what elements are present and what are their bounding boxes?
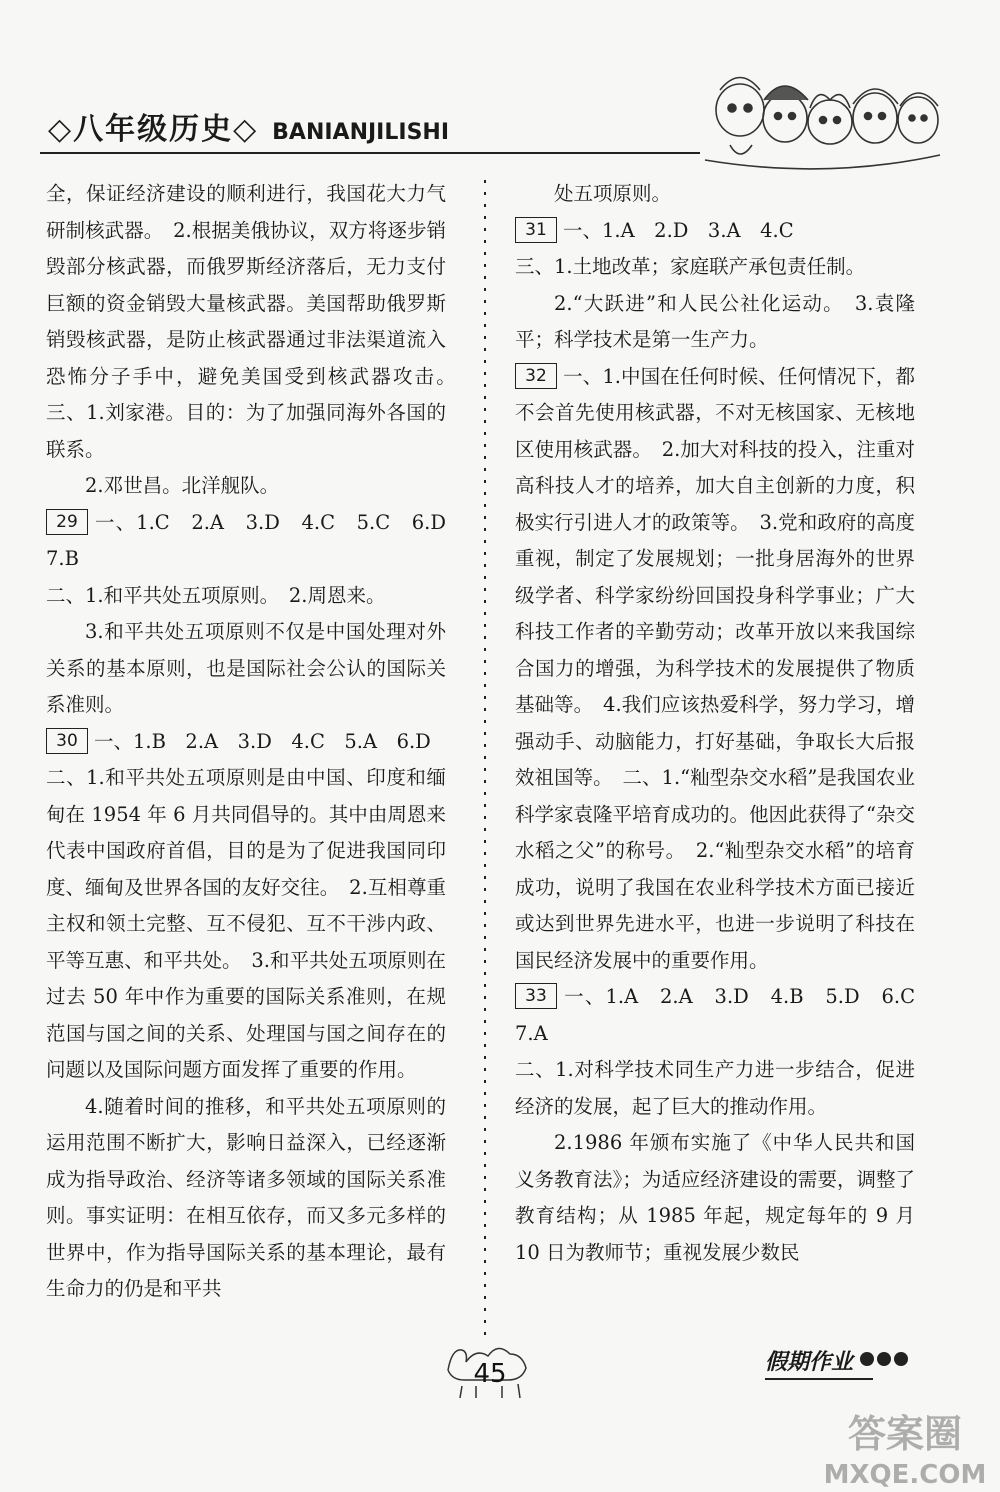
page-badge: 32 xyxy=(515,363,557,389)
mascot-illustration xyxy=(700,60,945,175)
answer-text: 一、1.A 2.A 3.D 4.B 5.D 6.C 7.A xyxy=(515,985,935,1045)
header-title: ◇八年级历史◇ BANIANJILISHI xyxy=(48,112,450,147)
answer-text: 全，保证经济建设的顺利进行，我国花大力气研制核武器。 2.根据美俄协议，双方将逐步销毁部分核武器，而俄罗斯经济落后，无力支付巨额的资金销毁大量核武器。美国帮助俄罗斯销毁核武器，是防止核武器通过非法渠道流入恐怖分子手中，避免美国受到核武器攻击。 三、1.刘家港。目的：为了加强同海外各国的联系。 xyxy=(46,182,466,461)
header-rule xyxy=(40,152,700,154)
answer-text: 二、1.和平共处五项原则。 2.周恩来。 xyxy=(46,583,386,607)
watermark-text: 答案圈 xyxy=(847,1412,963,1456)
answer-text: 2.“大跃进”和人民公社化运动。 3.袁隆平；科学技术是第一生产力。 xyxy=(515,291,915,351)
answer-text: 二、1.和平共处五项原则是由中国、印度和缅甸在 1954 年 6 月共同倡导的。其中由周恩来代表中国政府首倡，目的是为了促进我国同印度、缅甸及世界各国的友好交往。 2.互相尊重主权和领土完整、互不侵犯、互不干涉内政、平等互惠、和平共处。 3.和平共处五项原则在过去 50 年中作为重要的国际关系准则，在规范国与国之间的关系、处理国与国之间存在的问题以及国际问题方面发挥了重要的作用。 xyxy=(46,766,446,1081)
answer-section-30 xyxy=(46,724,446,1308)
left-column xyxy=(46,176,466,1308)
page-badge: 30 xyxy=(46,728,88,754)
page-badge: 29 xyxy=(46,509,88,535)
header-pinyin: BANIANJILISHI xyxy=(272,120,450,145)
answer-text: 一、1.B 2.A 3.D 4.C 5.A 6.D xyxy=(94,729,431,753)
answer-text: 4.随着时间的推移，和平共处五项原则的运用范围不断扩大，影响日益深入，已经逐渐成为指导政治、经济等诸多领域的国际关系准则。事实证明：在相互依存，而又多元多样的世界中，作为指导国际关系的基本理论，最有生命力的仍是和平共 xyxy=(46,1094,446,1300)
column-divider xyxy=(482,180,488,1340)
answer-text: 三、1.土地改革；家庭联产承包责任制。 xyxy=(515,255,866,278)
answer-text: 2.邓世昌。北洋舰队。 xyxy=(85,474,280,497)
answer-section-32 xyxy=(515,359,915,980)
answer-text: 一、1.A 2.D 3.A 4.C xyxy=(563,218,794,242)
answer-text: 一、1.C 2.A 3.D 4.C 5.C 6.D 7.B xyxy=(46,510,466,570)
page-number: 45 xyxy=(473,1359,507,1389)
answer-text: 二、1.对科学技术同生产力进一步结合，促进经济的发展，起了巨大的推动作用。 xyxy=(515,1058,915,1118)
page-header xyxy=(40,96,700,156)
watermark-url: MXQE.COM xyxy=(823,1460,987,1490)
answer-text: 处五项原则。 xyxy=(554,182,672,205)
footer-label: 假期作业 xyxy=(765,1350,854,1375)
page-badge: 31 xyxy=(515,217,557,243)
footer-dots xyxy=(860,1351,911,1370)
answer-text: 一、1.中国在任何时候、任何情况下，都不会首先使用核武器，不对无核国家、无核地区使用核武器。 2.加大对科技的投入，注重对高科技人才的培养，加大自主创新的力度，积极实行引进人才的政策等。 3.党和政府的高度重视，制定了发展规划；一批身居海外的世界级学者、科学家纷纷回国投身科学事业；广大科技工作者的辛勤劳动；改革开放以来我国综合国力的增强，为科学技术的发展提供了物质基础等。 4.我们应该热爱科学，努力学习，增强动手、动脑能力，打好基础，争取长大后报效祖国等。 二、1.“籼型杂交水稻”是我国农业科学家袁隆平培育成功的。他因此获得了“杂交水稻之父”的称号。 2.“籼型杂交水稻”的培育成功，说明了我国在农业科学技术方面已接近或达到世界先进水平，也进一步说明了科技在国民经济发展中的重要作用。 xyxy=(515,364,915,972)
answer-text: 3.和平共处五项原则不仅是中国处理对外关系的基本原则，也是国际社会公认的国际关系准则。 xyxy=(46,620,446,716)
answer-text: 2.1986 年颁布实施了《中华人民共和国义务教育法》；为适应经济建设的需要，调整了教育结构；从 1985 年起，规定每年的 9 月 10 日为教师节；重视发展少数民 xyxy=(515,1131,915,1264)
watermark-logo xyxy=(815,1405,995,1490)
right-column xyxy=(515,176,935,1271)
page-number-camel xyxy=(440,1330,540,1400)
page-badge: 33 xyxy=(515,983,557,1009)
answer-section-33 xyxy=(515,979,935,1271)
answer-section-31 xyxy=(515,213,915,359)
footer-rule xyxy=(765,1378,873,1380)
answer-section-29 xyxy=(46,505,466,724)
